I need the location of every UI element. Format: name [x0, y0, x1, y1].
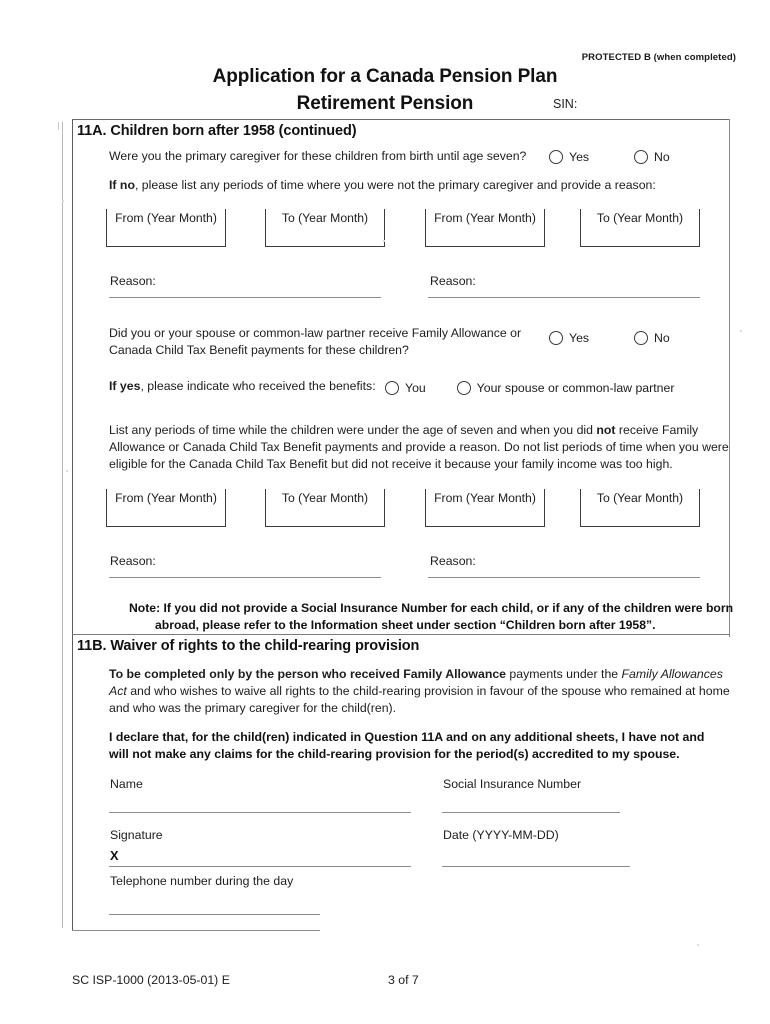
radio-label: Your spouse or common-law partner — [476, 380, 675, 395]
note-text: Note: If you did not provide a Social Insurance Number for each child, or if any of the children were born abroad, please refer to the Information sheet under section “Children born after 1958”. — [129, 601, 734, 632]
if-no-prefix: If no — [109, 178, 135, 192]
telephone-input-line[interactable] — [109, 914, 320, 915]
period-box-label: To (Year Month) — [596, 211, 684, 225]
radio-label: Yes — [569, 330, 590, 345]
radio-option-spouse[interactable] — [457, 381, 675, 395]
radio-option-no[interactable] — [634, 331, 670, 345]
page-title — [0, 63, 770, 117]
radio-option-yes[interactable] — [549, 150, 589, 164]
if-yes-rest: , please indicate who received the benefits: — [140, 379, 376, 393]
radio-group-family-allowance[interactable] — [549, 329, 670, 347]
period-box-label: To (Year Month) — [596, 491, 684, 505]
radio-label: Yes — [569, 149, 590, 164]
section-heading-11a: 11A. Children born after 1958 (continued) — [77, 123, 357, 139]
sin-field-label: Social Insurance Number — [443, 777, 582, 791]
reason-input-line-3[interactable] — [109, 577, 381, 578]
period-box-label: To (Year Month) — [281, 211, 369, 225]
paragraph-middle: payments under the — [506, 667, 622, 681]
period-to-box-4[interactable] — [580, 489, 700, 527]
scan-speckle — [66, 470, 68, 472]
reason-label-3: Reason: — [110, 554, 156, 568]
section-11b-divider — [72, 634, 730, 635]
radio-group-primary-caregiver[interactable] — [549, 148, 670, 166]
question-line-2: Canada Child Tax Benefit payments for these children? — [109, 343, 409, 357]
reason-input-line-4[interactable] — [428, 577, 700, 578]
radio-circle-icon[interactable] — [549, 150, 563, 164]
protected-b-notice: PROTECTED B (when completed) — [581, 52, 736, 63]
radio-circle-icon[interactable] — [634, 150, 648, 164]
period-box-label: From (Year Month) — [434, 211, 536, 225]
paragraph-part-2: receive Family Allowance or Canada Child Tax Benefit payments and provide a reason. Do not list periods of time when you were eligible for the Canada Child Tax Benefit but did not receive it because your family income was too high. — [109, 423, 729, 471]
period-to-box-3[interactable] — [265, 489, 385, 527]
radio-label: No — [653, 330, 670, 345]
period-to-box-1[interactable] — [265, 209, 385, 247]
radio-label: You — [405, 380, 426, 395]
reason-input-line-2[interactable] — [428, 297, 700, 298]
declaration-paragraph: I declare that, for the child(ren) indicated in Question 11A and on any additional sheets, I have not and will not make any claims for the child-rearing provision for the period(s) accredited to my spouse. — [109, 730, 705, 761]
form-top-rule — [72, 119, 730, 120]
radio-option-no[interactable] — [634, 150, 670, 164]
waiver-eligibility-paragraph — [109, 666, 734, 717]
question-primary-caregiver: Were you the primary caregiver for these children from birth until age seven? — [109, 149, 527, 163]
period-from-box-1[interactable] — [106, 209, 226, 247]
paragraph-emphasis-not: not — [596, 423, 616, 437]
reason-label-4: Reason: — [430, 554, 476, 568]
period-from-box-3[interactable] — [106, 489, 226, 527]
radio-option-you[interactable] — [385, 381, 426, 395]
signature-field-label: Signature — [110, 828, 163, 842]
period-box-label: From (Year Month) — [115, 491, 217, 505]
scan-speckle — [383, 240, 385, 242]
date-field-label: Date (YYYY-MM-DD) — [443, 828, 559, 842]
if-yes-instruction — [109, 378, 399, 395]
sin-label: SIN: — [553, 97, 578, 111]
if-no-instruction — [109, 177, 669, 194]
reason-input-line-1[interactable] — [109, 297, 381, 298]
signature-x-marker: X — [110, 848, 119, 863]
radio-circle-icon[interactable] — [457, 381, 471, 395]
if-no-rest: , please list any periods of time where you were not the primary caregiver and provide a reason: — [134, 178, 656, 192]
reason-label-1: Reason: — [110, 274, 156, 288]
signature-input-line[interactable] — [109, 866, 411, 867]
date-input-line[interactable] — [442, 866, 630, 867]
reason-label-2: Reason: — [430, 274, 476, 288]
period-box-label: From (Year Month) — [434, 491, 536, 505]
title-line-2: Retirement Pension — [296, 93, 474, 114]
scan-artifact-edge — [62, 122, 63, 928]
radio-circle-icon[interactable] — [549, 331, 563, 345]
radio-circle-icon[interactable] — [634, 331, 648, 345]
period-to-box-2[interactable] — [580, 209, 700, 247]
period-box-label: From (Year Month) — [115, 211, 217, 225]
paragraph-part-1: List any periods of time while the children were under the age of seven and when you did — [109, 423, 597, 437]
form-bottom-rule — [72, 930, 320, 931]
name-field-label: Name — [110, 777, 143, 791]
period-from-box-4[interactable] — [425, 489, 545, 527]
name-input-line[interactable] — [109, 812, 411, 813]
scan-speckle — [697, 944, 699, 946]
sin-input-line[interactable] — [442, 812, 620, 813]
radio-circle-icon[interactable] — [385, 381, 399, 395]
page-number-footer: 3 of 7 — [388, 973, 419, 987]
form-code-footer: SC ISP-1000 (2013-05-01) E — [72, 973, 230, 987]
form-right-rule — [729, 119, 730, 637]
scan-speckle — [740, 330, 742, 332]
if-yes-prefix: If yes — [109, 379, 141, 393]
radio-label: No — [653, 149, 670, 164]
question-line-1: Did you or your spouse or common-law partner receive Family Allowance or — [109, 326, 522, 340]
section-heading-11b: 11B. Waiver of rights to the child-rearing provision — [77, 638, 420, 654]
paragraph-bold-lead: To be completed only by the person who received Family Allowance — [109, 667, 507, 681]
title-line-1: Application for a Canada Pension Plan — [212, 66, 558, 87]
paragraph-rest: and who wishes to waive all rights to the child-rearing provision in favour of the spouse who remained at home and who was the primary caregiver for the child(ren). — [109, 684, 730, 715]
period-from-box-2[interactable] — [425, 209, 545, 247]
radio-option-yes[interactable] — [549, 331, 589, 345]
question-family-allowance — [109, 325, 529, 359]
paragraph-italic-act: Family Allowances Act — [109, 667, 723, 698]
list-periods-paragraph — [109, 422, 731, 473]
scan-speckle — [62, 200, 64, 202]
telephone-field-label: Telephone number during the day — [110, 874, 294, 888]
radio-group-benefit-recipient[interactable] — [385, 379, 674, 397]
period-box-label: To (Year Month) — [281, 491, 369, 505]
